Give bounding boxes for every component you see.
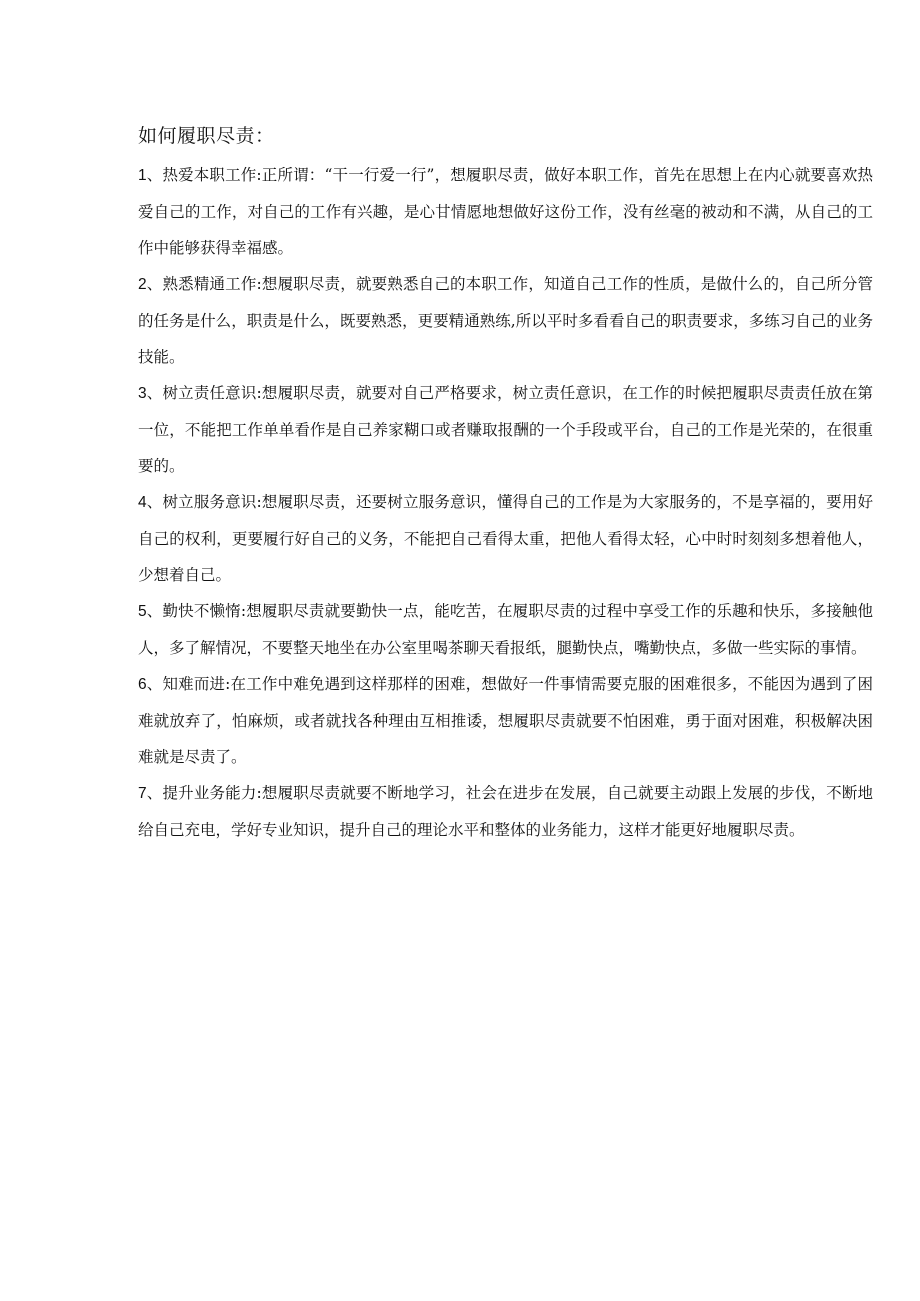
list-item [138, 775, 873, 848]
document-title: 如何履职尽责： [138, 125, 275, 147]
item-number: 5 [138, 603, 147, 620]
item-number: 6 [138, 676, 147, 693]
item-number: 2 [138, 276, 147, 293]
item-number: 4 [138, 494, 147, 511]
item-text: 、树立服务意识:想履职尽责，还要树立服务意识，懂得自己的工作是为大家服务的，不是享福的，要用好自己的权利，更要履行好自己的义务，不能把自己看得太重，把他人看得太轻，心中时时刻刻多想着他人，少想着自己。 [138, 493, 873, 584]
item-number: 1 [138, 167, 147, 184]
list-item [138, 666, 873, 775]
item-text: 、知难而进:在工作中难免遇到这样那样的困难，想做好一件事情需要克服的困难很多，不能因为遇到了困难就放弃了，怕麻烦，或者就找各种理由互相推诿，想履职尽责就要不怕困难，勇于面对困难，积极解决困难就是尽责了。 [138, 675, 873, 766]
item-text: 、提升业务能力:想履职尽责就要不断地学习，社会在进步在发展，自己就要主动跟上发展的步伐，不断地给自己充电，学好专业知识，提升自己的理论水平和整体的业务能力，这样才能更好地履职尽责。 [138, 784, 873, 839]
item-text: 、树立责任意识:想履职尽责，就要对自己严格要求，树立责任意识，在工作的时候把履职尽责责任放在第一位，不能把工作单单看作是自己养家糊口或者赚取报酬的一个手段或平台，自己的工作是光荣的，在很重要的。 [138, 384, 873, 475]
list-item [138, 375, 873, 484]
list-item [138, 157, 873, 266]
item-number: 3 [138, 385, 147, 402]
list-item [138, 593, 873, 666]
item-text: 、热爱本职工作:正所谓：“干一行爱一行”，想履职尽责，做好本职工作，首先在思想上在内心就要喜欢热爱自己的工作，对自己的工作有兴趣，是心甘情愿地想做好这份工作，没有丝毫的被动和不满，从自己的工作中能够获得幸福感。 [138, 166, 873, 257]
list-item [138, 484, 873, 593]
list-item [138, 266, 873, 375]
item-number: 7 [138, 785, 147, 802]
item-text: 、熟悉精通工作:想履职尽责，就要熟悉自己的本职工作，知道自己工作的性质，是做什么的，自己所分管的任务是什么，职责是什么，既要熟悉，更要精通熟练,所以平时多看看自己的职责要求，多练习自己的业务技能。 [138, 275, 873, 366]
item-text: 、勤快不懒惰:想履职尽责就要勤快一点，能吃苦，在履职尽责的过程中享受工作的乐趣和快乐，多接触他人，多了解情况，不要整天地坐在办公室里喝茶聊天看报纸，腿勤快点，嘴勤快点，多做一些实际的事情。 [138, 602, 873, 657]
document-page [138, 122, 873, 848]
